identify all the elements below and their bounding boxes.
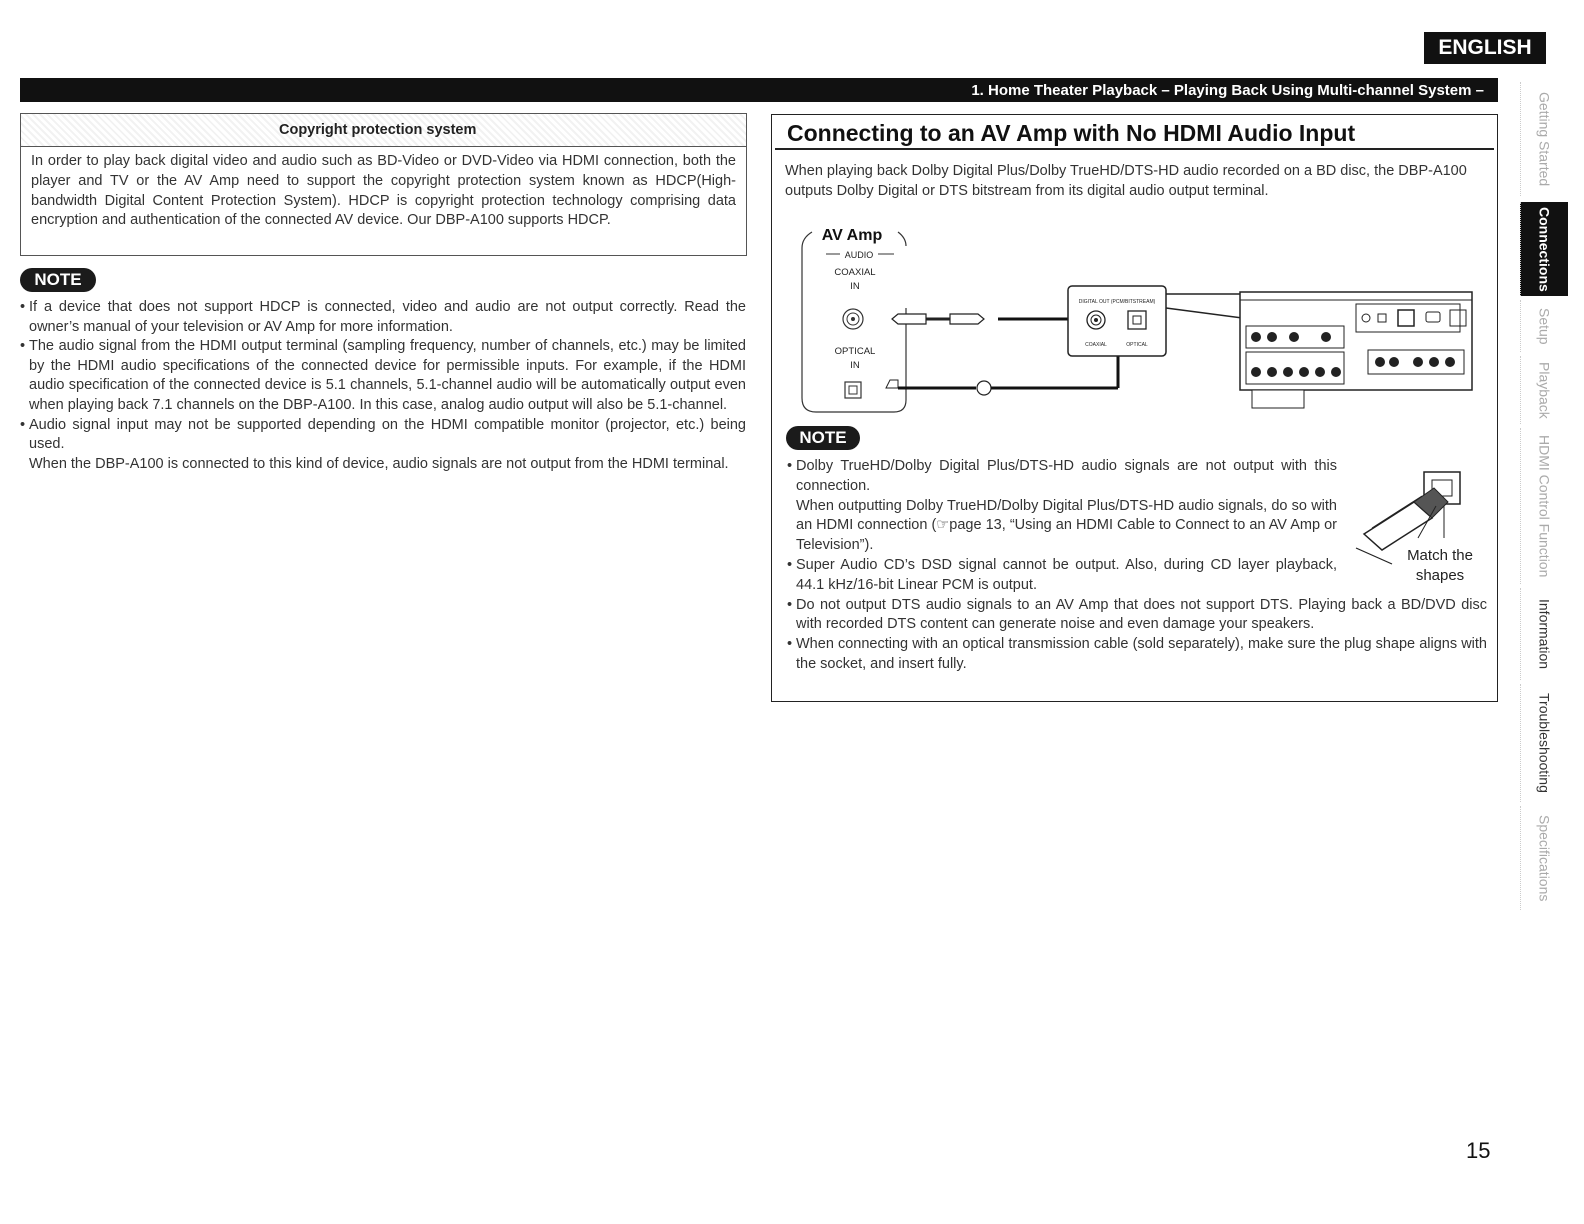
list-item-continuation: When outputting Dolby TrueHD/Dolby Digital Plus/DTS-HD audio signals, do so with an HDMI connection (☞page 13, “Using an HDMI Cable to Connect to an AV Amp or Television”). bbox=[796, 497, 1337, 554]
match-shapes-label: Match the shapes bbox=[1407, 547, 1473, 584]
optical-jack-icon bbox=[845, 382, 861, 398]
list-item: • Super Audio CD’s DSD signal cannot be output. Also, during CD layer playback, 44.1 kHz/16-bit Linear PCM is output. bbox=[787, 556, 1337, 593]
sidebar-item-hdmi-control[interactable]: HDMI Control Function bbox=[1520, 428, 1568, 584]
digital-out-panel bbox=[1068, 286, 1166, 356]
sidebar-nav bbox=[1520, 82, 1568, 912]
av-amp-label: AV Amp bbox=[821, 227, 883, 244]
left-notes bbox=[20, 298, 746, 474]
coaxial-label: COAXIAL bbox=[834, 267, 876, 278]
page-number: 15 bbox=[1466, 1138, 1491, 1163]
panel-optical-label: OPTICAL bbox=[1126, 342, 1148, 348]
note-badge: NOTE bbox=[20, 268, 96, 292]
optical-plug-icon bbox=[977, 381, 991, 395]
note-badge: NOTE bbox=[786, 426, 860, 450]
list-item: • When connecting with an optical transmission cable (sold separately), make sure the plug shape aligns with the socket, and insert fully. bbox=[787, 636, 1487, 672]
list-item: • If a device that does not support HDCP is connected, video and audio are not output correctly. Read the owner’s manual of your television or AV Amp for more information. bbox=[20, 299, 746, 335]
list-item: • Dolby TrueHD/Dolby Digital Plus/DTS-HD audio signals are not output with this connection. bbox=[787, 458, 1337, 494]
connection-diagram bbox=[790, 222, 1490, 427]
list-item: • Audio signal input may not be supported depending on the HDMI compatible monitor (projector, etc.) being used. bbox=[20, 416, 746, 453]
sidebar-item-information[interactable]: Information bbox=[1520, 588, 1568, 680]
sidebar-item-specifications[interactable]: Specifications bbox=[1520, 806, 1568, 910]
optical-label: OPTICAL bbox=[834, 346, 876, 357]
panel-coaxial-label: COAXIAL bbox=[1085, 342, 1107, 348]
coaxial-in-label: IN bbox=[850, 281, 860, 292]
copyright-body: In order to play back digital video and audio such as BD-Video or DVD-Video via HDMI connection, both the player and TV or the AV Amp need to support the copyright protection system known as HDCP(High-bandwidth Digital Content Protection System). HDCP is copyright protection technology comprising data encryption and authentication of the connected AV device. Our DBP-A100 supports HDCP. bbox=[31, 153, 736, 229]
sidebar-item-playback[interactable]: Playback bbox=[1520, 356, 1568, 424]
sidebar-item-setup[interactable]: Setup bbox=[1520, 300, 1568, 352]
coaxial-plug-right-icon bbox=[950, 314, 984, 324]
sidebar-item-troubleshooting[interactable]: Troubleshooting bbox=[1520, 684, 1568, 802]
sidebar-item-getting-started[interactable]: Getting Started bbox=[1520, 82, 1568, 196]
player-rear-panel-icon bbox=[1240, 292, 1472, 408]
digital-out-label: DIGITAL OUT (PCM/BITSTREAM) bbox=[1078, 299, 1156, 305]
section-title: Connecting to an AV Amp with No HDMI Audio Input bbox=[775, 116, 1494, 150]
intro-text: When playing back Dolby Digital Plus/Dolby TrueHD/DTS-HD audio recorded on a BD disc, the DBP-A100 outputs Dolby Digital or DTS bitstream from its digital audio output terminal. bbox=[785, 163, 1467, 199]
copyright-title-row bbox=[21, 114, 746, 147]
list-item: • Do not output DTS audio signals to an AV Amp that does not support DTS. Playing back a BD/DVD disc with recorded DTS content can generate noise and even damage your speakers. bbox=[787, 596, 1487, 633]
copyright-title: Copyright protection system bbox=[279, 122, 477, 138]
copyright-box bbox=[20, 113, 747, 256]
optical-in-label: IN bbox=[850, 360, 860, 371]
list-item: • The audio signal from the HDMI output terminal (sampling frequency, number of channels, etc.) may be limited by the HDMI audio specifications of the connected device for permissible inputs. For example, if the HDMI audio specification of the connected device is 5.1 channels, 5.1-channel audio will be automatically output even when playing back 7.1 channels on the DBP-A100. In this case, analog audio output will also be 5.1-channel. bbox=[20, 338, 746, 413]
audio-label: AUDIO bbox=[844, 250, 874, 260]
sidebar-item-connections[interactable]: Connections bbox=[1520, 202, 1568, 296]
list-item-continuation: When the DBP-A100 is connected to this kind of device, audio signals are not output from the HDMI terminal. bbox=[29, 455, 729, 472]
language-tab: ENGLISH bbox=[1424, 32, 1546, 64]
section-header: 1. Home Theater Playback – Playing Back Using Multi-channel System – bbox=[20, 78, 1498, 102]
coaxial-plug-left-icon bbox=[892, 314, 926, 324]
